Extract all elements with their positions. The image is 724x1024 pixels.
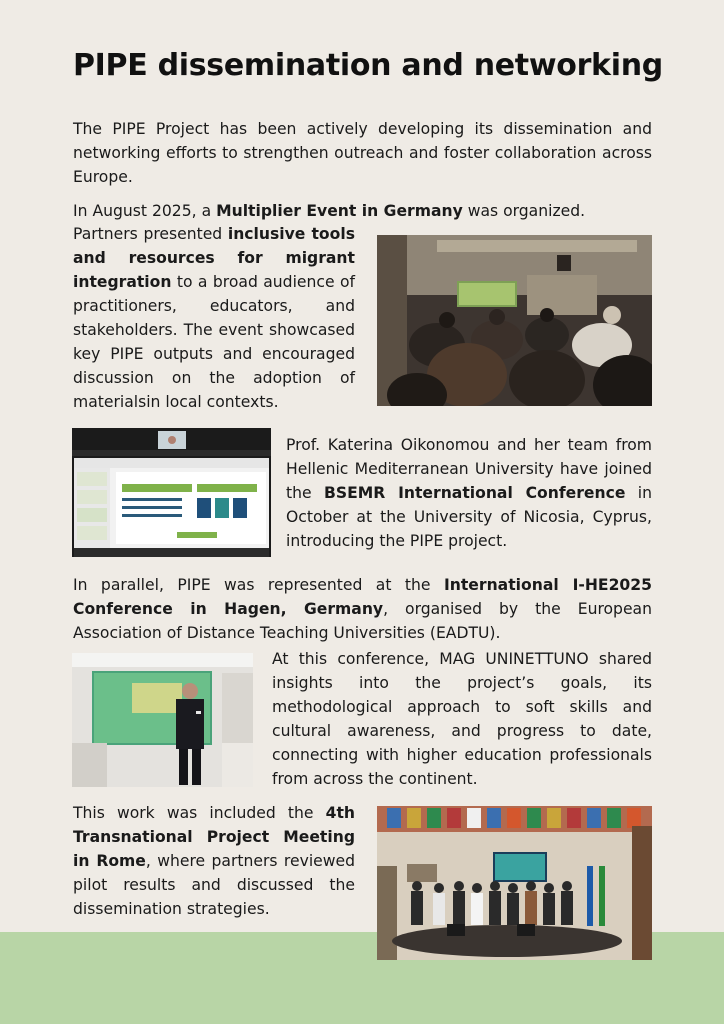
ihe-text: In parallel, PIPE was represented at the: [73, 576, 444, 594]
ihe-text-end: , organised by the European Association of Distance Teaching Universities (EADTU).: [73, 600, 652, 642]
rome-meeting-paragraph: [73, 801, 355, 921]
bsemr-text: Prof. Katerina Oikonomou and her team from Hellenic Mediterranean University have joined the: [286, 436, 652, 502]
bsemr-text-end: in October at the University of Nicosia, Cyprus, introducing the PIPE project.: [286, 484, 652, 550]
multiplier-event-lead: [73, 199, 652, 223]
ihe2025-paragraph: [73, 573, 652, 645]
body-text-end: to a broad audience of practitioners, educators, and stakeholders. The event showcased key PIPE outputs and encouraged discussion on the adoption of materialsin local contexts.: [73, 273, 355, 411]
ihe2025-speaker-photo: [72, 653, 253, 787]
bsemr-conference-screenshot: [72, 428, 271, 557]
bsemr-conference-paragraph: [286, 433, 652, 553]
bsemr-bold: BSEMR International Conference: [323, 484, 626, 502]
rome-text-end: , where partners reviewed pilot results and discussed the dissemination strategies.: [73, 852, 355, 918]
lead-text-end: was organized.: [462, 202, 586, 220]
page-title: PIPE dissemination and networking: [73, 48, 663, 83]
rome-meeting-group-photo: [377, 806, 652, 960]
uninettuno-paragraph: At this conference, MAG UNINETTUNO shared insights into the project’s goals, its methodological approach to soft skills and cultural awareness, and progress to date, connecting with higher education professionals from across the continent.: [272, 650, 652, 788]
lead-bold: Multiplier Event in Germany: [216, 202, 463, 220]
intro-paragraph: The PIPE Project has been actively developing its dissemination and networking efforts to strengthen outreach and foster collaboration across Europe.: [73, 120, 652, 186]
body-text: Partners presented: [73, 225, 228, 243]
rome-text: This work was included the: [73, 804, 326, 822]
multiplier-event-body: [73, 222, 355, 414]
body-bold: inclusive tools and resources for migrant integration: [73, 225, 355, 291]
ihe-bold: International I-HE2025 Conference in Hagen, Germany: [73, 576, 652, 618]
multiplier-event-photo: [377, 235, 652, 406]
rome-bold: 4th Transnational Project Meeting in Rome: [73, 804, 355, 870]
lead-text: In August 2025, a: [73, 202, 217, 220]
